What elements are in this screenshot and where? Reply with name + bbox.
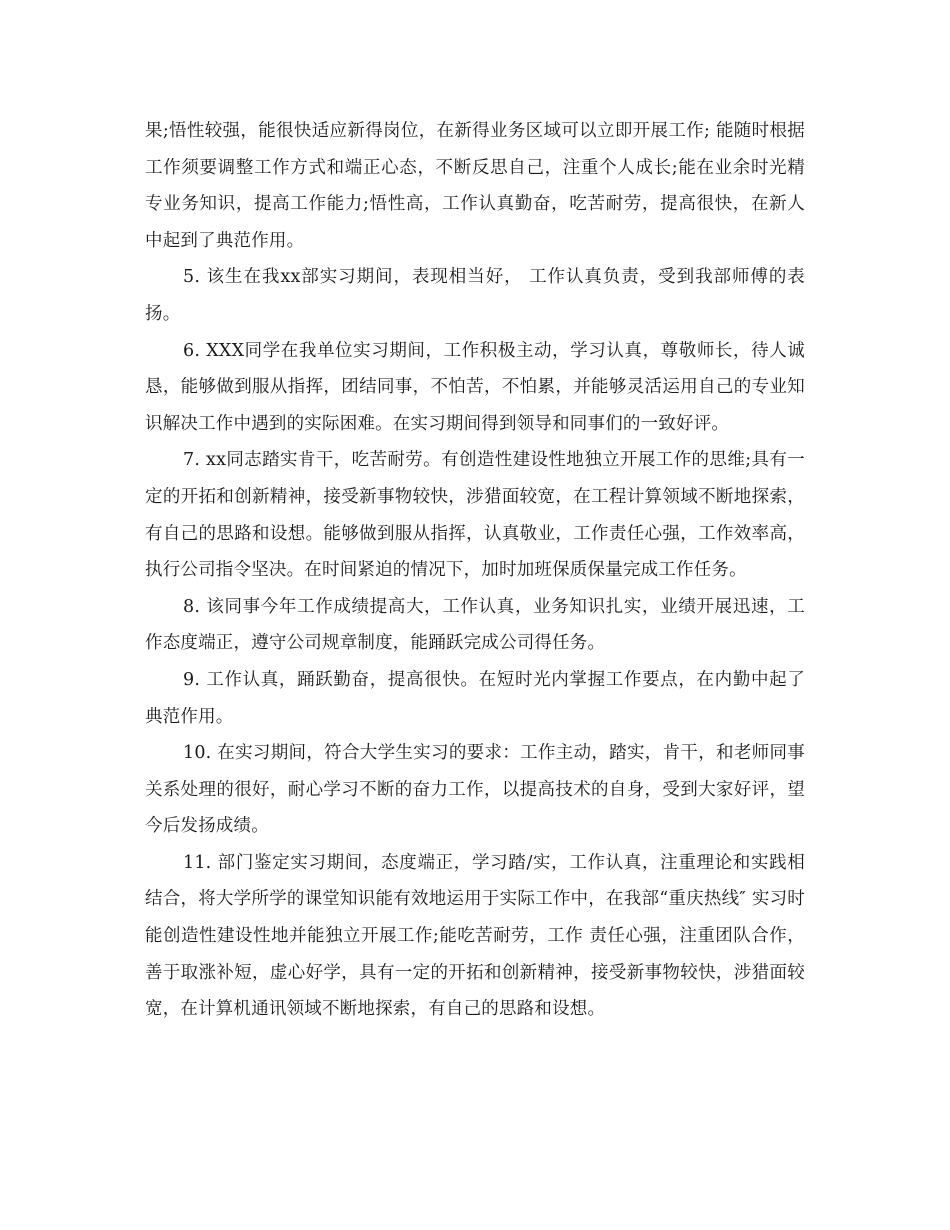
paragraph-item-10: 10. 在实习期间，符合大学生实习的要求：工作主动，踏实，肯干，和老师同事关系处理的很好，耐心学习不断的奋力工作，以提高技术的自身，受到大家好评，望今后发扬成绩。 bbox=[145, 743, 805, 837]
paragraph-continuation: 果;悟性较强，能很快适应新得岗位，在新得业务区域可以立即开展工作; 能随时根据工作须要调整工作方式和端正心态，不断反思自己，注重个人成长;能在业余时光精专业务知识，提高工作能力;悟性高，工作认真勤奋，吃苦耐劳，提高很快，在新人中起到了典范作用。 bbox=[145, 121, 805, 251]
paragraph-item-8: 8. 该同事今年工作成绩提高大，工作认真，业务知识扎实，业绩开展迅速，工作态度端正，遵守公司规章制度，能踊跃完成公司得任务。 bbox=[145, 596, 805, 654]
paragraph-item-11: 11. 部门鉴定实习期间，态度端正，学习踏/实，工作认真，注重理论和实践相结合，将大学所学的课堂知识能有效地运用于实际工作中，在我部“重庆热线″ 实习时能创造性建设性地并能独立开展工作;能吃苦耐劳，工作 责任心强，注重团队合作，善于取涨补短，虚心好学，具有一定的开拓和创新精神，接受新事物较快，涉猎面较宽，在计算机通讯领域不断地探索，有自己的思路和设想。 bbox=[145, 852, 805, 1020]
paragraph-item-5: 5. 该生在我xx部实习期间，表现相当好， 工作认真负责，受到我部师傅的表扬。 bbox=[145, 267, 805, 324]
paragraph-item-9: 9. 工作认真，踊跃勤奋，提高很快。在短时光内掌握工作要点，在内勤中起了典范作用。 bbox=[145, 669, 805, 727]
paragraph-item-7: 7. xx同志踏实肯干，吃苦耐劳。有创造性建设性地独立开展工作的思维;具有一定的开拓和创新精神，接受新事物较快，涉猎面较宽，在工程计算领域不断地探索，有自己的思路和设想。能够做到服从指挥，认真敬业，工作责任心强，工作效率高，执行公司指令坚决。在时间紧迫的情况下，加时加班保质保量完成工作任务。 bbox=[145, 450, 805, 581]
document-body bbox=[145, 113, 805, 1028]
paragraph-item-6: 6. XXX同学在我单位实习期间，工作积极主动，学习认真，尊敬师长，待人诚恳，能够做到服从指挥，团结同事，不怕苦，不怕累，并能够灵活运用自己的专业知识解决工作中遇到的实际困难。在实习期间得到领导和同事们的一致好评。 bbox=[145, 340, 805, 434]
